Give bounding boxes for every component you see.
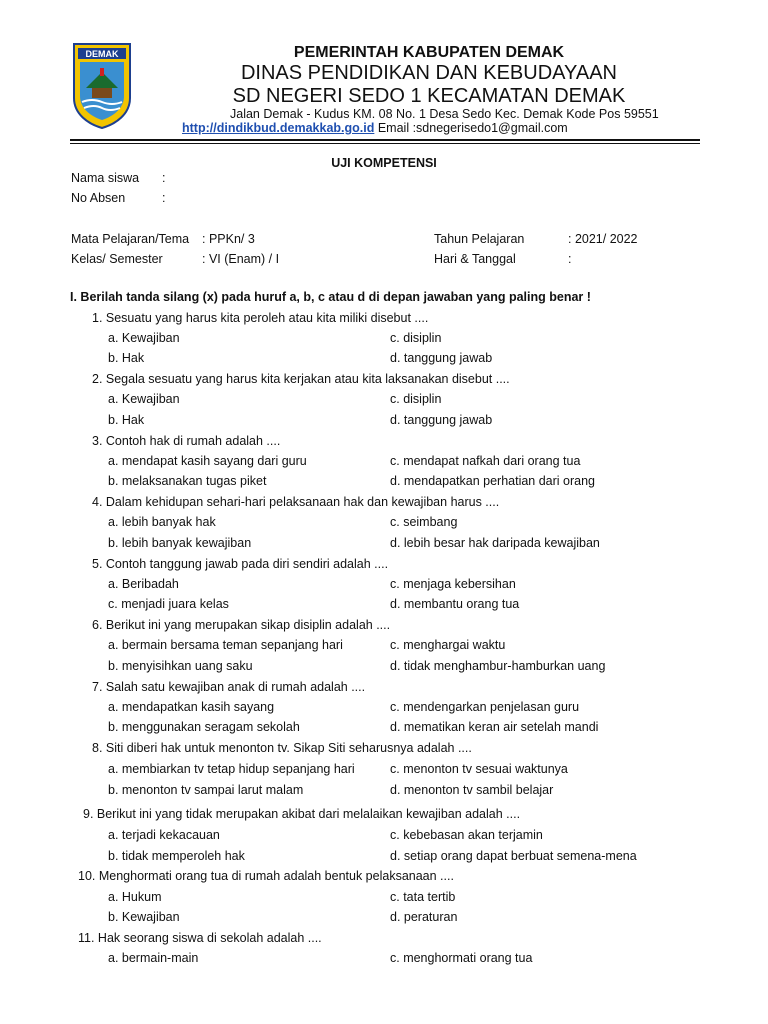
school-name: SD NEGERI SEDO 1 KECAMATAN DEMAK xyxy=(232,85,626,107)
question-2: 2. Segala sesuatu yang harus kita kerjakan atau kita laksanakan disebut .... xyxy=(92,372,510,386)
option-a: a. lebih banyak hak xyxy=(108,515,216,529)
option-b: b. tidak memperoleh hak xyxy=(108,849,245,863)
option-a: a. terjadi kekacauan xyxy=(108,828,220,842)
mapel-value: : PPKn/ 3 xyxy=(202,232,255,246)
option-c: c. tata tertib xyxy=(390,890,456,904)
absen-colon: : xyxy=(162,191,166,205)
header-divider-thin xyxy=(70,143,700,144)
question-3: 3. Contoh hak di rumah adalah .... xyxy=(92,434,281,448)
option-d: d. lebih besar hak daripada kewajiban xyxy=(390,536,600,550)
question-7: 7. Salah satu kewajiban anak di rumah adalah .... xyxy=(92,680,366,694)
contact-line xyxy=(182,121,568,135)
logo-text: DEMAK xyxy=(85,49,119,59)
option-d: d. peraturan xyxy=(390,910,458,924)
page-title: UJI KOMPETENSI xyxy=(331,156,437,170)
school-logo xyxy=(72,42,132,130)
option-a: a. bermain bersama teman sepanjang hari xyxy=(108,638,343,652)
option-b: b. menonton tv sampai larut malam xyxy=(108,783,304,797)
option-c: c. kebebasan akan terjamin xyxy=(390,828,543,842)
kelas-value: : VI (Enam) / I xyxy=(202,252,280,266)
option-c: c. mendengarkan penjelasan guru xyxy=(390,700,580,714)
letterhead xyxy=(150,44,708,107)
option-d: d. membantu orang tua xyxy=(390,597,520,611)
option-d: d. setiap orang dapat berbuat semena-mena xyxy=(390,849,637,863)
option-a: a. Beribadah xyxy=(108,577,179,591)
option-c: c. disiplin xyxy=(390,331,442,345)
question-5: 5. Contoh tanggung jawab pada diri sendiri adalah .... xyxy=(92,557,389,571)
option-a: a. Kewajiban xyxy=(108,331,180,345)
option-b: b. menyisihkan uang saku xyxy=(108,659,253,673)
email-text: Email :sdnegerisedo1@gmail.com xyxy=(377,121,568,135)
option-d: d. menonton tv sambil belajar xyxy=(390,783,554,797)
hari-label: Hari & Tanggal xyxy=(434,252,516,266)
option-d: d. tanggung jawab xyxy=(390,413,493,427)
section-instruction: I. Berilah tanda silang (x) pada huruf a, b, c atau d di depan jawaban yang paling benar ! xyxy=(70,290,591,304)
government-name: PEMERINTAH KABUPATEN DEMAK xyxy=(293,44,565,61)
department-name: DINAS PENDIDIKAN DAN KEBUDAYAAN xyxy=(240,62,617,84)
option-b: b. lebih banyak kewajiban xyxy=(108,536,252,550)
option-b: b. melaksanakan tugas piket xyxy=(108,474,267,488)
option-c: c. menghargai waktu xyxy=(390,638,506,652)
option-a: a. mendapatkan kasih sayang xyxy=(108,700,275,714)
option-b: c. menjadi juara kelas xyxy=(108,597,229,611)
option-c: c. seimbang xyxy=(390,515,458,529)
option-c: c. disiplin xyxy=(390,392,442,406)
question-10: 10. Menghormati orang tua di rumah adalah bentuk pelaksanaan .... xyxy=(78,869,454,883)
option-a: a. Kewajiban xyxy=(108,392,180,406)
kelas-label: Kelas/ Semester xyxy=(71,252,163,266)
option-b: b. Hak xyxy=(108,413,145,427)
option-d: d. mendapatkan perhatian dari orang xyxy=(390,474,596,488)
website-link[interactable]: http://dindikbud.demakkab.go.id xyxy=(182,121,375,135)
question-4: 4. Dalam kehidupan sehari-hari pelaksanaan hak dan kewajiban harus .... xyxy=(92,495,500,509)
question-9: 9. Berikut ini yang tidak merupakan akibat dari melalaikan kewajiban adalah .... xyxy=(83,807,521,821)
hari-value: : xyxy=(568,252,572,266)
option-a: a. bermain-main xyxy=(108,951,199,965)
option-c: c. mendapat nafkah dari orang tua xyxy=(390,454,581,468)
option-d: d. mematikan keran air setelah mandi xyxy=(390,720,599,734)
header-divider xyxy=(70,139,700,141)
option-c: c. menonton tv sesuai waktunya xyxy=(390,762,568,776)
mapel-label: Mata Pelajaran/Tema xyxy=(71,232,190,246)
tahun-value: : 2021/ 2022 xyxy=(568,232,638,246)
tahun-label: Tahun Pelajaran xyxy=(434,232,525,246)
option-c: c. menjaga kebersihan xyxy=(390,577,516,591)
option-b: b. Hak xyxy=(108,351,145,365)
option-b: b. Kewajiban xyxy=(108,910,180,924)
nama-label: Nama siswa xyxy=(71,171,140,185)
option-b: b. menggunakan seragam sekolah xyxy=(108,720,300,734)
option-d: d. tidak menghambur-hamburkan uang xyxy=(390,659,606,673)
question-8: 8. Siti diberi hak untuk menonton tv. Sikap Siti seharusnya adalah .... xyxy=(92,741,472,755)
nama-colon: : xyxy=(162,171,166,185)
question-1: 1. Sesuatu yang harus kita peroleh atau kita miliki disebut .... xyxy=(92,311,429,325)
option-a: a. Hukum xyxy=(108,890,162,904)
question-6: 6. Berikut ini yang merupakan sikap disiplin adalah .... xyxy=(92,618,391,632)
question-11: 11. Hak seorang siswa di sekolah adalah .... xyxy=(78,931,322,945)
option-c: c. menghormati orang tua xyxy=(390,951,533,965)
option-d: d. tanggung jawab xyxy=(390,351,493,365)
absen-label: No Absen xyxy=(71,191,126,205)
option-a: a. membiarkan tv tetap hidup sepanjang hari xyxy=(108,762,355,776)
school-address: Jalan Demak - Kudus KM. 08 No. 1 Desa Sedo Kec. Demak Kode Pos 59551 xyxy=(230,107,659,121)
option-a: a. mendapat kasih sayang dari guru xyxy=(108,454,307,468)
